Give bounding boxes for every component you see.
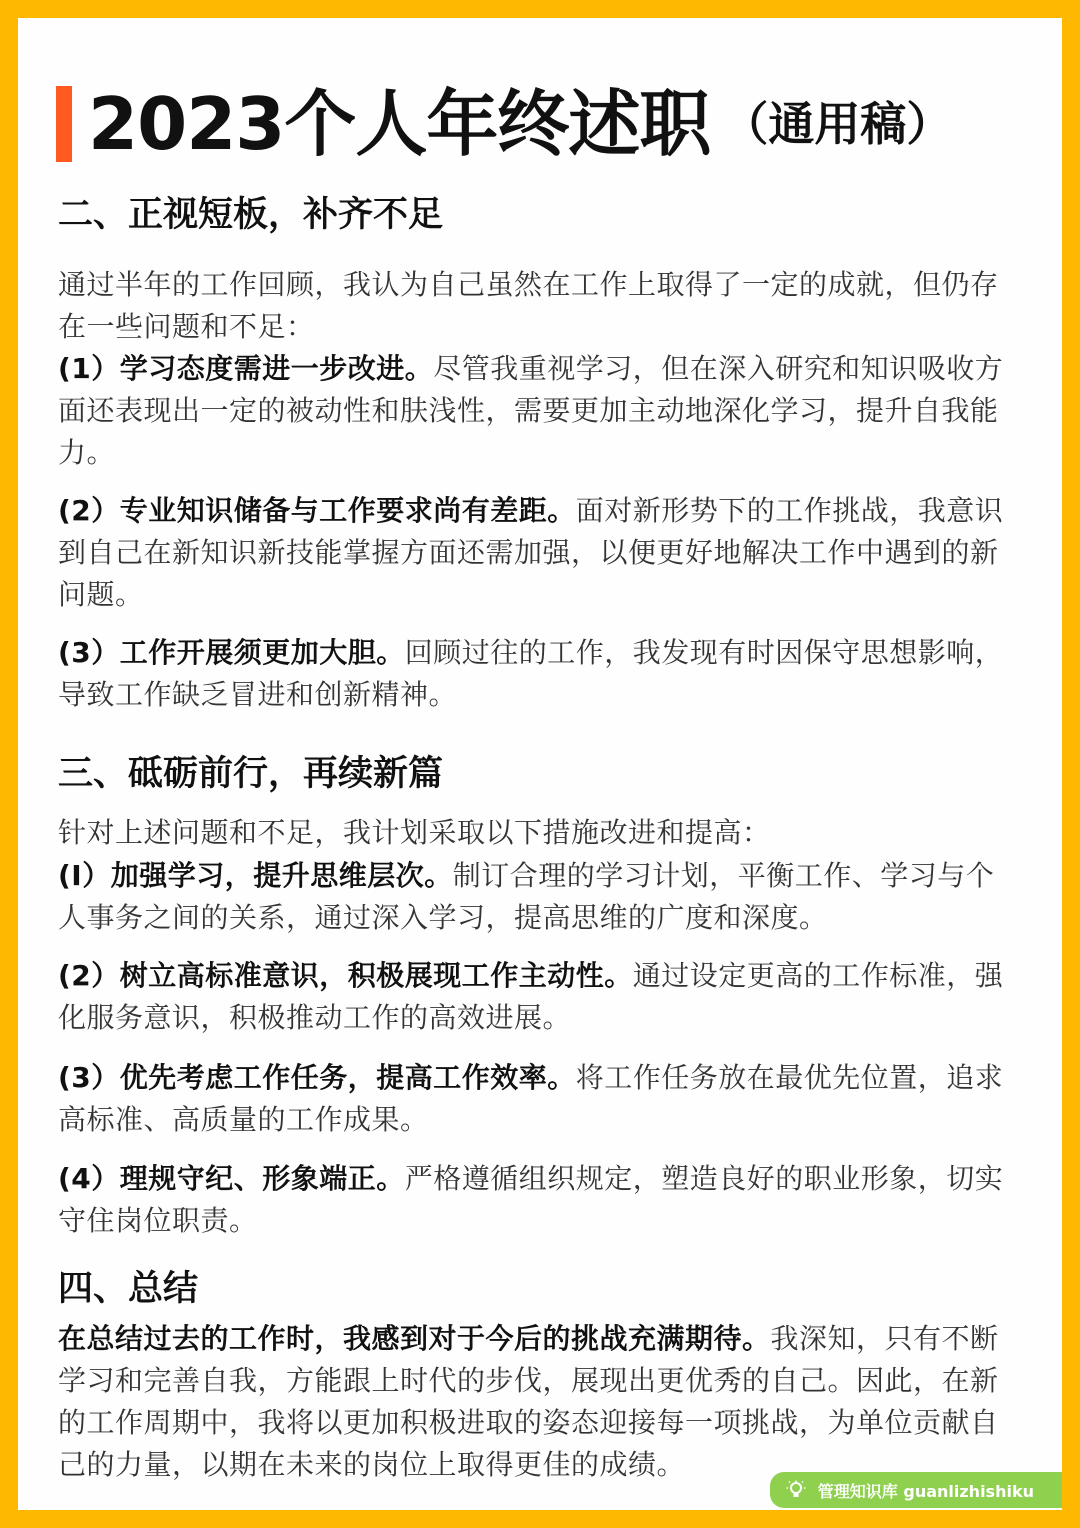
item-lead: (3）优先考虑工作任务，提高工作效率。 — [58, 1061, 576, 1094]
summary-lead: 在总结过去的工作时，我感到对于今后的挑战充满期待。 — [58, 1322, 771, 1355]
section-4-heading: 四、总结 — [58, 1269, 199, 1309]
item-lead: (2）专业知识储备与工作要求尚有差距。 — [58, 494, 576, 527]
section-3-intro: 针对上述问题和不足，我计划采取以下措施改进和提高： — [58, 816, 771, 849]
section-2-item-1 — [58, 348, 1008, 474]
item-lead: (4）理规守纪、形象端正。 — [58, 1162, 405, 1195]
section-3-item-4 — [58, 1158, 1008, 1242]
item-text: 回顾过往的工作，我发现有时因保守思想影响，导致工作缺乏冒进和创新精神。 — [58, 636, 1004, 711]
section-3-heading: 三、砥砺前行，再续新篇 — [58, 754, 444, 794]
title-accent-bar — [56, 86, 72, 162]
lightbulb-icon — [786, 1480, 806, 1500]
page-title — [56, 84, 952, 164]
item-text: 面对新形势下的工作挑战，我意识到自己在新知识新技能掌握方面还需加强，以便更好地解决工作中遇到的新问题。 — [58, 494, 1004, 611]
item-lead: (3）工作开展须更加大胆。 — [58, 636, 405, 669]
section-2-item-3 — [58, 632, 1008, 716]
item-lead: (2）树立高标准意识，积极展现工作主动性。 — [58, 959, 633, 992]
section-2-item-2 — [58, 490, 1008, 616]
item-text: 尽管我重视学习，但在深入研究和知识吸收方面还表现出一定的被动性和肤浅性，需要更加主动地深化学习，提升自我能力。 — [58, 352, 1004, 469]
section-3-item-2 — [58, 955, 1008, 1039]
section-3-item-1 — [58, 855, 1008, 939]
section-2-intro: 通过半年的工作回顾，我认为自己虽然在工作上取得了一定的成就，但仍存在一些问题和不足： — [58, 268, 999, 343]
item-lead: (I）加强学习，提升思维层次。 — [58, 859, 453, 892]
item-text: 严格遵循组织规定，塑造良好的职业形象，切实守住岗位职责。 — [58, 1162, 1004, 1237]
item-lead: (1）学习态度需进一步改进。 — [58, 352, 434, 385]
section-3-item-3 — [58, 1057, 1008, 1141]
watermark-badge — [770, 1472, 1062, 1508]
title-main: 2023个人年终述职 — [88, 82, 711, 166]
item-text: 通过设定更高的工作标准，强化服务意识，积极推动工作的高效进展。 — [58, 959, 1004, 1034]
section-2-heading: 二、正视短板，补齐不足 — [58, 195, 444, 235]
summary-text: 我深知，只有不断学习和完善自我，方能跟上时代的步伐，展现出更优秀的自己。因此，在新的工作周期中，我将以更加积极进取的姿态迎接每一项挑战，为单位贡献自己的力量，以期在未来的岗位上取得更佳的成绩。 — [58, 1322, 999, 1481]
item-text: 将工作任务放在最优先位置，追求高标准、高质量的工作成果。 — [58, 1061, 1004, 1136]
section-4-summary — [58, 1318, 1008, 1486]
title-subtitle: （通用稿） — [722, 97, 953, 151]
item-text: 制订合理的学习计划，平衡工作、学习与个人事务之间的关系，通过深入学习，提高思维的广度和深度。 — [58, 859, 995, 934]
watermark-text: 管理知识库 guanlizhishiku — [817, 1481, 1034, 1501]
